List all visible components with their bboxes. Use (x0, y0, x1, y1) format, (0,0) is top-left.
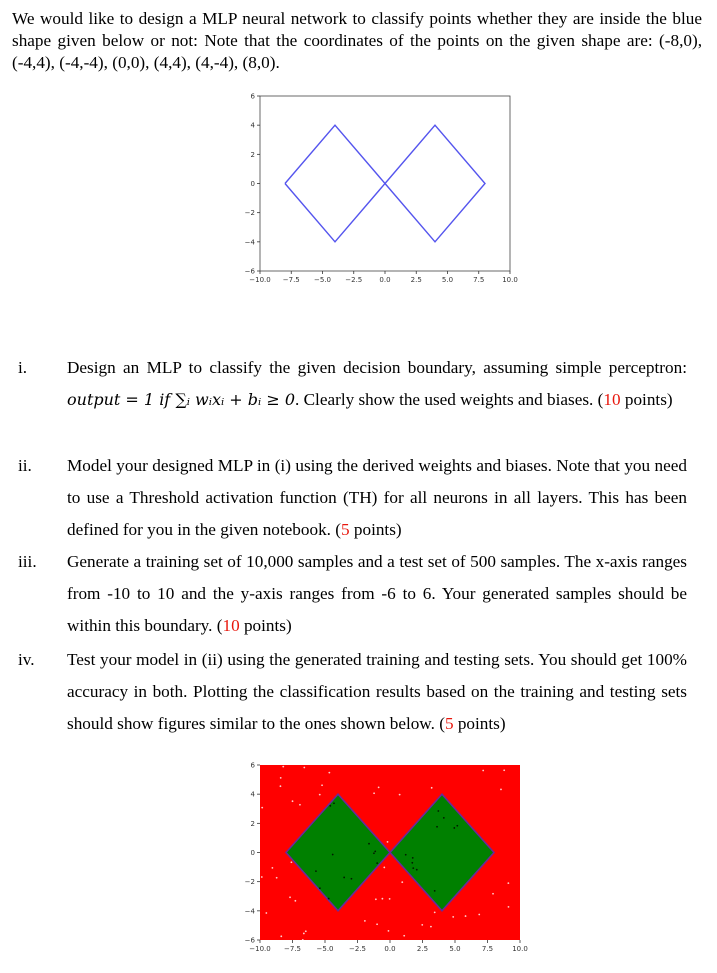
intro-paragraph: We would like to design a MLP neural network to classify points whether they are inside the blue shape given below or not: Note that the coordinates of the points on the given shape are: (-8,0), (-4,4), (-4,-4), (0,0), (4,4), (4,-4), (8,0). (12, 9, 702, 72)
sample-point (319, 887, 321, 889)
fig2-x-tick-label: 5.0 (449, 945, 461, 953)
question-i-number: i. (18, 358, 28, 377)
fig2-y-tick-label: 2 (250, 819, 255, 828)
fig1-x-tick-label: 5.0 (441, 276, 454, 284)
question-iii-points: 10 (222, 616, 240, 635)
sample-point (299, 804, 301, 806)
sample-point (453, 827, 455, 829)
sample-point (411, 862, 413, 864)
sample-point (436, 826, 438, 828)
question-iv-number: iv. (18, 650, 35, 669)
fig1-x-tick-label: 2.5 (410, 276, 422, 284)
sample-point (333, 802, 335, 804)
sample-point (492, 893, 494, 895)
sample-point (421, 924, 423, 926)
sample-point (456, 825, 458, 827)
sample-point (431, 787, 433, 789)
fig2-y-tick-label: −6 (244, 936, 255, 945)
sample-point (405, 854, 407, 856)
sample-point (500, 789, 502, 791)
question-iii-number: iii. (18, 552, 37, 571)
fig2-y-tick-label: −4 (244, 907, 255, 916)
sample-point (294, 900, 296, 902)
sample-point (315, 870, 317, 872)
question-ii-text: Model your designed MLP in (i) using the derived weights and biases. Note that you need to use a Threshold activation function (TH) for all neurons in all layers. This has been defined for you in the given notebook. (5 points) (67, 456, 687, 539)
fig1-y-tick-label: 4 (250, 121, 255, 130)
sample-point (265, 912, 267, 914)
sample-point (482, 770, 484, 772)
sample-point (290, 861, 292, 863)
question-i-text: Design an MLP to classify the given decision boundary, assuming simple perceptron: output = 1 if ∑ᵢ wᵢxᵢ + bᵢ ≥ 0. Clearly show the used weights and biases. (10 points) (67, 358, 687, 409)
sample-point (508, 906, 510, 908)
sample-point (282, 766, 284, 768)
sample-point (373, 792, 375, 794)
sample-point (332, 854, 334, 856)
fig1-x-tick-label: 0.0 (379, 276, 391, 284)
perceptron-formula: output = 1 if ∑ᵢ wᵢxᵢ + bᵢ ≥ 0 (67, 390, 295, 409)
sample-point (329, 805, 331, 807)
question-iii-text: Generate a training set of 10,000 samples and a test set of 500 samples. The x-axis ranges from -10 to 10 and the y-axis ranges from -6 to 6. Your generated samples should be within this boundary. (10 points) (67, 552, 687, 635)
fig2-y-tick-label: −2 (244, 878, 255, 887)
sample-point (383, 867, 385, 869)
sample-point (389, 898, 391, 900)
sample-point (373, 852, 375, 854)
sample-point (376, 923, 378, 925)
fig2-x-tick-label: −5.0 (316, 945, 334, 953)
sample-point (412, 857, 414, 859)
fig2-y-tick-label: 0 (250, 849, 255, 857)
fig2-x-tick-label: −7.5 (284, 945, 301, 953)
sample-point (319, 794, 321, 796)
sample-point (351, 878, 353, 880)
question-iv-points: 5 (444, 714, 454, 733)
fig2-x-tick-label: 10.0 (512, 945, 528, 953)
question-i-points: 10 (603, 390, 621, 409)
sample-point (452, 916, 454, 918)
fig2-x-tick-label: 0.0 (384, 945, 396, 953)
sample-point (302, 939, 304, 941)
fig1-y-tick-label: 0 (250, 180, 255, 188)
fig1-y-tick-label: −6 (244, 267, 255, 276)
sample-point (430, 926, 432, 928)
sample-point (271, 867, 273, 869)
sample-point (443, 817, 445, 819)
sample-point (328, 898, 330, 900)
question-iv-text: Test your model in (ii) using the generated training and testing sets. You should get 100% accuracy in both. Plotting the classification results based on the training and testing sets should show figures similar to the ones shown below. (5 points) (67, 650, 687, 733)
sample-point (403, 935, 405, 937)
question-ii-points: 5 (340, 520, 350, 539)
sample-point (280, 785, 282, 787)
fig1-y-tick-label: 2 (250, 150, 255, 159)
sample-point (387, 841, 389, 843)
sample-point (303, 767, 305, 769)
sample-point (378, 786, 380, 788)
sample-point (303, 933, 305, 935)
fig2-x-tick-label: −10.0 (249, 945, 271, 953)
fig2-y-tick-label: 6 (250, 761, 255, 770)
sample-point (280, 777, 282, 779)
fig1-x-tick-label: −7.5 (282, 276, 300, 284)
sample-point (368, 843, 370, 845)
fig1-x-tick-label: 10.0 (502, 276, 518, 284)
sample-point (321, 784, 323, 786)
sample-point (305, 930, 307, 932)
sample-point (381, 898, 383, 900)
sample-point (434, 890, 436, 892)
figure-classification-result (205, 757, 530, 967)
fig1-y-tick-label: −2 (244, 209, 255, 218)
sample-point (401, 881, 403, 883)
sample-point (276, 877, 278, 879)
sample-point (478, 914, 480, 916)
fig1-y-tick-label: −4 (244, 238, 255, 247)
sample-point (261, 807, 263, 809)
sample-point (503, 769, 505, 771)
sample-point (328, 772, 330, 774)
sample-point (292, 800, 294, 802)
diamond-outline-chart (205, 88, 525, 298)
sample-point (374, 850, 376, 852)
sample-point (437, 810, 439, 812)
fig1-x-tick-label: 7.5 (473, 276, 485, 284)
fig1-x-tick-label: −5.0 (314, 276, 331, 284)
figure-diamond-outline (205, 88, 525, 298)
fig1-y-tick-label: 6 (250, 92, 255, 101)
sample-point (507, 882, 509, 884)
fig1-x-tick-label: −10.0 (249, 276, 271, 284)
fig2-x-tick-label: −2.5 (349, 945, 366, 953)
sample-point (261, 876, 263, 878)
sample-point (434, 911, 436, 913)
sample-point (375, 898, 377, 900)
sample-point (388, 930, 390, 932)
question-ii-number: ii. (18, 456, 32, 475)
sample-point (376, 862, 378, 864)
sample-point (465, 915, 467, 917)
sample-point (280, 935, 282, 937)
sample-point (289, 896, 291, 898)
fig1-x-tick-label: −2.5 (345, 276, 363, 284)
fig2-x-tick-label: 7.5 (481, 945, 494, 953)
sample-point (343, 877, 345, 879)
sample-point (399, 794, 401, 796)
sample-point (412, 867, 414, 869)
sample-point (416, 869, 418, 871)
sample-point (364, 920, 366, 922)
fig2-y-tick-label: 4 (250, 790, 255, 799)
classification-result-chart (205, 757, 530, 967)
fig2-x-tick-label: 2.5 (416, 945, 429, 953)
